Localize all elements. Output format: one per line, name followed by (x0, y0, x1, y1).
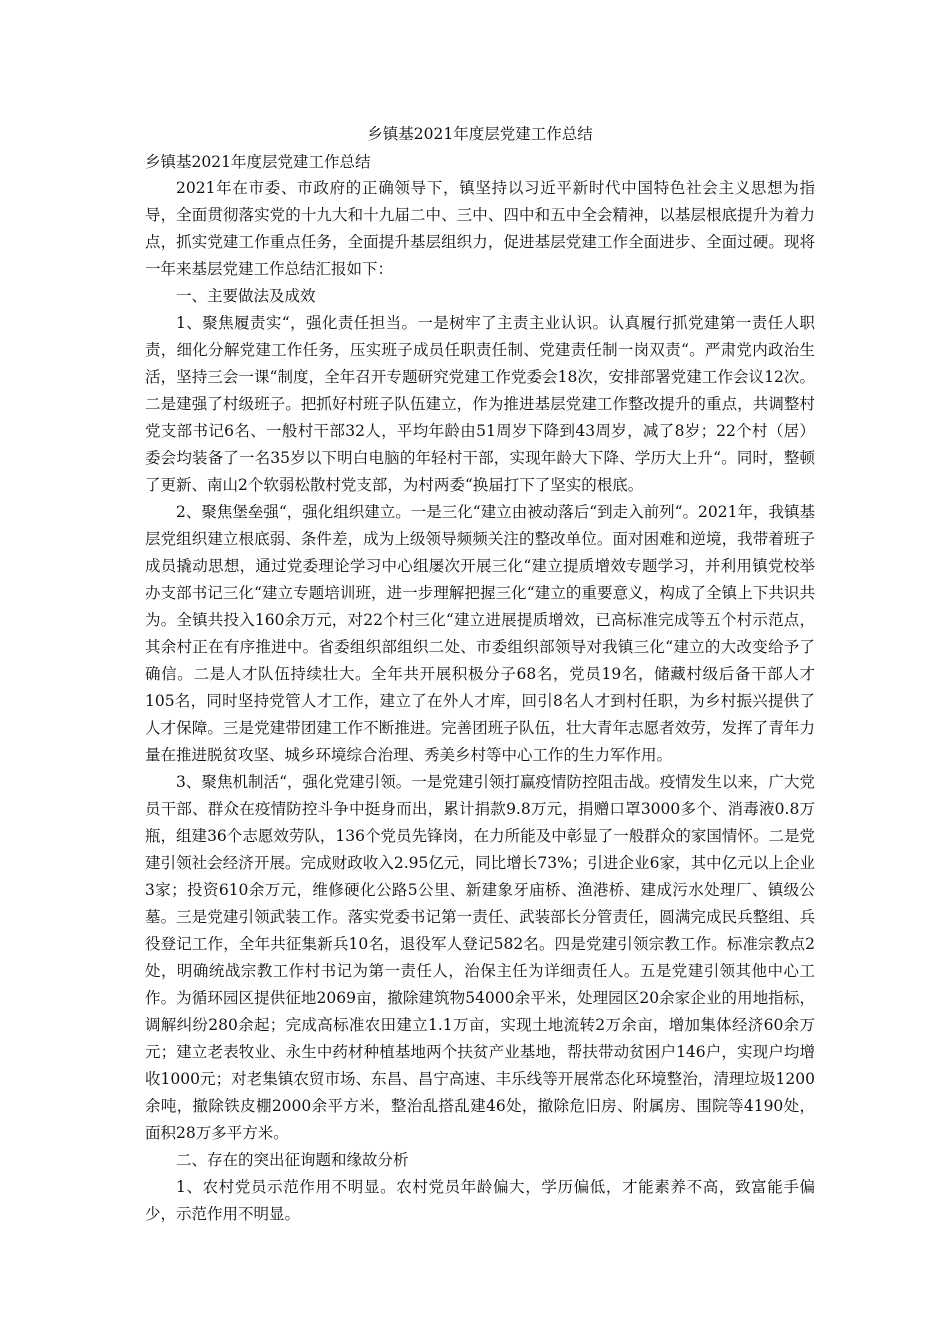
body-paragraph-3: 3、聚焦机制活“，强化党建引领。一是党建引领打赢疫情防控阻击战。疫情发生以来，广大党员干部、群众在疫情防控斗争中挺身而出，累计捐款9.8万元，捐赠口罩3000多个、消毒液0.8万瓶，组建36个志愿效劳队，136个党员先锋岗，在力所能及中彰显了一般群众的家国情怀。二是党建引领社会经济开展。完成财政收入2.95亿元，同比增长73%；引进企业6家，其中亿元以上企业3家；投资610余万元，维修硬化公路5公里、新建象牙庙桥、渔港桥、建成污水处理厂、镇级公墓。三是党建引领武装工作。落实党委书记第一责任、武装部长分管责任，圆满完成民兵整组、兵役登记工作，全年共征集新兵10名，退役军人登记582名。四是党建引领宗教工作。标准宗教点2处，明确统战宗教工作村书记为第一责任人，治保主任为详细责任人。五是党建引领其他中心工作。为循环园区提供征地2069亩，撤除建筑物54000余平米，处理园区20余家企业的用地指标，调解纠纷280余起；完成高标准农田建立1.1万亩，实现土地流转2万余亩，增加集体经济60余万元；建立老表牧业、永生中药材种植基地两个扶贫产业基地，帮扶带动贫困户146户，实现户均增收1000元；对老集镇农贸市场、东昌、昌宁高速、丰乐线等开展常态化环境整治，清理垃圾1200余吨，撤除铁皮棚2000余平方米，整治乱搭乱建46处，撤除危旧房、附属房、围院等4190处，面积28万多平方米。 (145, 773, 815, 1142)
body-paragraph-1: 1、聚焦履责实“，强化责任担当。一是树牢了主责主业认识。认真履行抓党建第一责任人职责，细化分解党建工作任务，压实班子成员任职责任制、党建责任制一岗双责“。严肃党内政治生活，坚持三会一课“制度，全年召开专题研究党建工作党委会18次，安排部署党建工作会议12次。二是建强了村级班子。把抓好村班子队伍建立，作为推进基层党建工作整改提升的重点，共调整村党支部书记6名、一般村干部32人，平均年龄由51周岁下降到43周岁，减了8岁；22个村（居）委会均装备了一名35岁以下明白电脑的年轻村干部，实现年龄大下降、学历大上升“。同时，整顿了更新、南山2个软弱松散村党支部，为村两委“换届打下了坚实的根底。 (145, 314, 815, 494)
body-paragraph-4: 1、农村党员示范作用不明显。农村党员年龄偏大，学历偏低，才能素养不高，致富能手偏少，示范作用不明显。 (145, 1178, 815, 1223)
body-paragraph-2: 2、聚焦堡垒强“，强化组织建立。一是三化“建立由被动落后“到走入前列“。2021年，我镇基层党组织建立根底弱、条件差，成为上级领导频频关注的整改单位。面对困难和逆境，我带着班子成员撬动思想，通过党委理论学习中心组屡次开展三化“建立提质增效专题学习，并利用镇党校举办支部书记三化“建立专题培训班，进一步理解把握三化“建立的重要意义，构成了全镇上下共识共为。全镇共投入160余万元，对22个村三化“建立进展提质增效，已高标准完成等五个村示范点，其余村正在有序推进中。省委组织部组织二处、市委组织部领导对我镇三化“建立的大改变给予了确信。二是人才队伍持续壮大。全年共开展积极分子68名，党员19名，储藏村级后备干部人才105名，同时坚持党管人才工作，建立了在外人才库，回引8名人才到村任职，为乡村振兴提供了人才保障。三是党建带团建工作不断推进。完善团班子队伍，壮大青年志愿者效劳，发挥了青年力量在推进脱贫攻坚、城乡环境综合治理、秀美乡村等中心工作的生力军作用。 (145, 503, 816, 764)
document-subtitle: 乡镇基2021年度层党建工作总结 (145, 153, 371, 171)
section-heading-1: 一、主要做法及成效 (176, 287, 316, 305)
document-title: 乡镇基2021年度层党建工作总结 (367, 125, 593, 143)
document-page (145, 120, 815, 1228)
intro-paragraph: 2021年在市委、市政府的正确领导下，镇坚持以习近平新时代中国特色社会主义思想为指导，全面贯彻落实党的十九大和十九届二中、三中、四中和五中全会精神，以基层根底提升为着力点，抓实党建工作重点任务，全面提升基层组织力，促进基层党建工作全面进步、全面过硬。现将一年来基层党建工作总结汇报如下： (145, 179, 815, 278)
section-heading-2: 二、存在的突出征询题和缘故分析 (176, 1151, 409, 1169)
